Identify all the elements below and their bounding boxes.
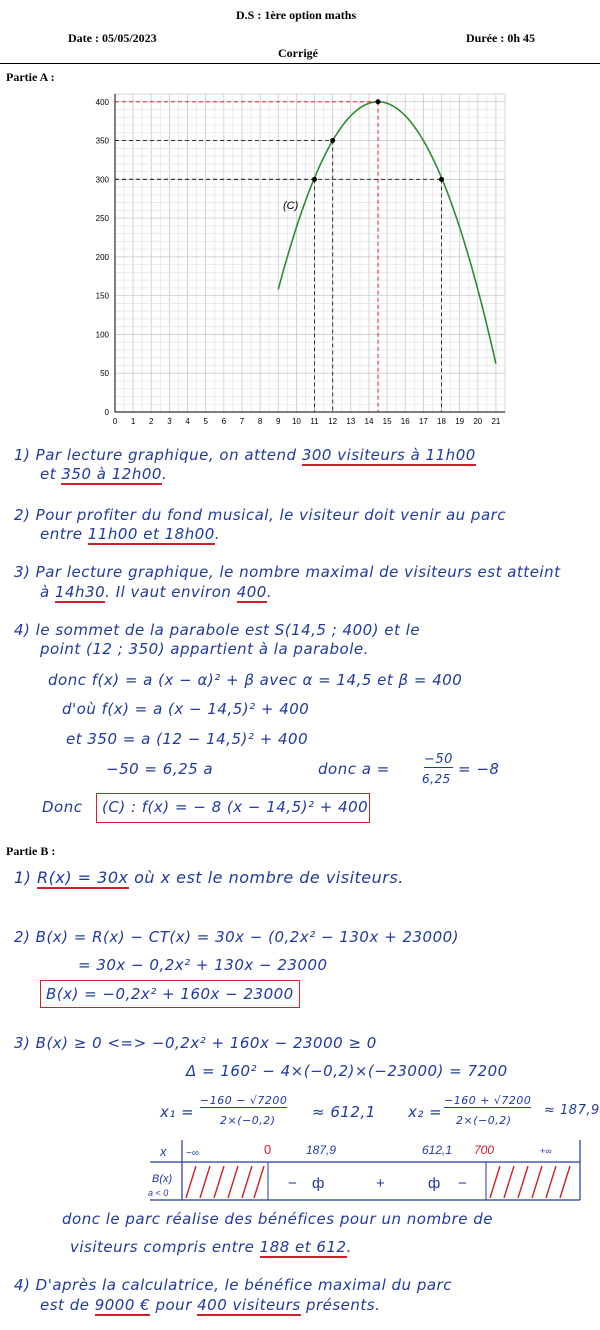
x-tick-label: 12	[328, 417, 338, 426]
tbl-sign1: −	[288, 1175, 297, 1192]
x-tick-label: 9	[276, 417, 281, 426]
partA-label: Partie A :	[6, 70, 55, 84]
tbl-v3: 700	[474, 1143, 495, 1157]
x-tick-label: 6	[221, 417, 227, 426]
b-x2-approx: ≈ 187,9	[544, 1103, 600, 1118]
a-q4-line6b: donc a =	[318, 760, 390, 778]
a-q4-line2: point (12 ; 350) appartient à la parabole.	[40, 640, 369, 658]
y-tick-label: 200	[95, 252, 109, 262]
a-q3-line1: 3) Par lecture graphique, le nombre maximal de visiteurs est atteint	[14, 563, 561, 581]
b-q3-line1: 3) B(x) ≥ 0 <=> −0,2x² + 160x − 23000 ≥ 0	[14, 1034, 377, 1052]
x-tick-label: 2	[149, 417, 154, 426]
tbl-minf: −∞	[186, 1148, 199, 1159]
a-q4-line6c: = −8	[458, 760, 500, 778]
a-q4-answer: (C) : f(x) = − 8 (x − 14,5)² + 400	[102, 798, 369, 816]
b-x1-approx: ≈ 612,1	[312, 1103, 376, 1121]
plot-area	[115, 94, 505, 412]
x-tick-label: 18	[437, 417, 446, 426]
exam-duration: Durée : 0h 45	[466, 31, 535, 45]
tbl-sign2: +	[376, 1175, 385, 1192]
curve-point	[330, 138, 335, 143]
page-title: D.S : 1ère option maths	[236, 8, 357, 22]
a-q4-line1: 4) le sommet de la parabole est S(14,5 ; 400) et le	[14, 621, 421, 639]
b-x1-num: −160 − √7200	[200, 1094, 288, 1107]
b-q1: 1) R(x) = 30x où x est le nombre de visiteurs.	[14, 868, 404, 887]
b-x2-den: 2×(−0,2)	[456, 1114, 512, 1127]
x-tick-label: 20	[473, 417, 483, 426]
y-tick-label: 350	[95, 136, 109, 146]
b-x2-num: −160 + √7200	[444, 1094, 532, 1107]
x-tick-label: 14	[364, 417, 374, 426]
a-q4-line4: d'où f(x) = a (x − 14,5)² + 400	[62, 700, 310, 718]
x-tick-label: 19	[455, 417, 465, 426]
curve-label: (C)	[283, 200, 299, 212]
subtitle: Corrigé	[278, 46, 318, 60]
y-tick-label: 250	[95, 214, 109, 224]
x-tick-label: 5	[203, 417, 208, 426]
b-q3-line2: Δ = 160² − 4×(−0,2)×(−23000) = 7200	[186, 1062, 508, 1080]
a-q2-line1: 2) Pour profiter du fond musical, le visiteur doit venir au parc	[14, 506, 507, 524]
x-tick-label: 21	[491, 417, 501, 426]
b-q4-line2: est de 9000 € pour 400 visiteurs présents.	[40, 1296, 381, 1314]
tbl-phi1: ф	[312, 1175, 325, 1192]
b-q4-line1: 4) D'après la calculatrice, le bénéfice maximal du parc	[14, 1276, 452, 1294]
a-q1-line2: et 350 à 12h00.	[40, 465, 168, 483]
y-tick-label: 0	[104, 408, 109, 417]
y-tick-label: 100	[95, 330, 109, 340]
exam-date: Date : 05/05/2023	[68, 31, 157, 45]
b-q3-concl1: donc le parc réalise des bénéfices pour un nombre de	[62, 1210, 493, 1228]
x-tick-label: 3	[167, 417, 172, 426]
tbl-v2: 612,1	[422, 1143, 453, 1157]
b-x1-label: x₁ =	[160, 1103, 195, 1121]
a-q4-line5: et 350 = a (12 − 14,5)² + 400	[66, 730, 309, 748]
a-q4-frac-den: 6,25	[422, 772, 451, 786]
x-tick-label: 0	[112, 417, 118, 426]
b-x1-den: 2×(−0,2)	[220, 1114, 276, 1127]
x-tick-label: 16	[400, 417, 410, 426]
x-tick-label: 10	[291, 417, 301, 426]
y-tick-label: 300	[95, 175, 109, 185]
curve-point	[439, 177, 444, 182]
y-tick-label: 50	[100, 369, 109, 379]
x-tick-label: 8	[257, 417, 263, 426]
tbl-bx: B(x)	[152, 1173, 173, 1185]
tbl-pinf: +∞	[540, 1146, 552, 1156]
tbl-acond: a < 0	[148, 1188, 169, 1198]
y-tick-label: 150	[95, 291, 109, 301]
y-tick-label: 400	[95, 97, 109, 107]
x-tick-label: 15	[382, 417, 392, 426]
a-q1-line1: 1) Par lecture graphique, on attend 300 visiteurs à 11h00	[14, 446, 476, 464]
a-q3-line2: à 14h30. Il vaut environ 400.	[40, 583, 273, 601]
a-q2-line2: entre 11h00 et 18h00.	[40, 525, 221, 543]
tbl-zero: 0	[264, 1142, 272, 1157]
x-tick-label: 11	[310, 417, 319, 426]
curve-point	[376, 99, 381, 104]
b-x2-label: x₂ =	[408, 1103, 443, 1121]
a-q4-line6a: −50 = 6,25 a	[106, 760, 214, 778]
tbl-v1: 187,9	[306, 1143, 337, 1157]
a-q4-line3: donc f(x) = a (x − α)² + β avec α = 14,5 et β = 400	[48, 671, 463, 689]
x-tick-label: 4	[185, 417, 190, 426]
b-q2-line1: 2) B(x) = R(x) − CT(x) = 30x − (0,2x² − 130x + 23000)	[14, 928, 460, 946]
tbl-x: x	[160, 1144, 167, 1159]
a-q4-frac-num: −50	[424, 752, 453, 767]
header-divider	[0, 63, 600, 64]
x-tick-label: 17	[418, 417, 428, 426]
x-tick-label: 13	[346, 417, 356, 426]
partB-label: Partie B :	[6, 844, 56, 858]
x-tick-label: 7	[239, 417, 245, 426]
curve-point	[312, 177, 317, 182]
b-q3-concl2: visiteurs compris entre 188 et 612.	[70, 1238, 352, 1256]
b-q2-line2: = 30x − 0,2x² + 130x − 23000	[78, 956, 328, 974]
x-tick-label: 1	[130, 417, 136, 426]
tbl-phi2: ф	[428, 1175, 441, 1192]
a-q4-line7a: Donc	[42, 798, 83, 816]
tbl-sign3: −	[458, 1175, 467, 1192]
b-q2-answer: B(x) = −0,2x² + 160x − 23000	[46, 985, 294, 1003]
chart-grid	[115, 94, 505, 412]
sign-table	[0, 1136, 600, 1206]
